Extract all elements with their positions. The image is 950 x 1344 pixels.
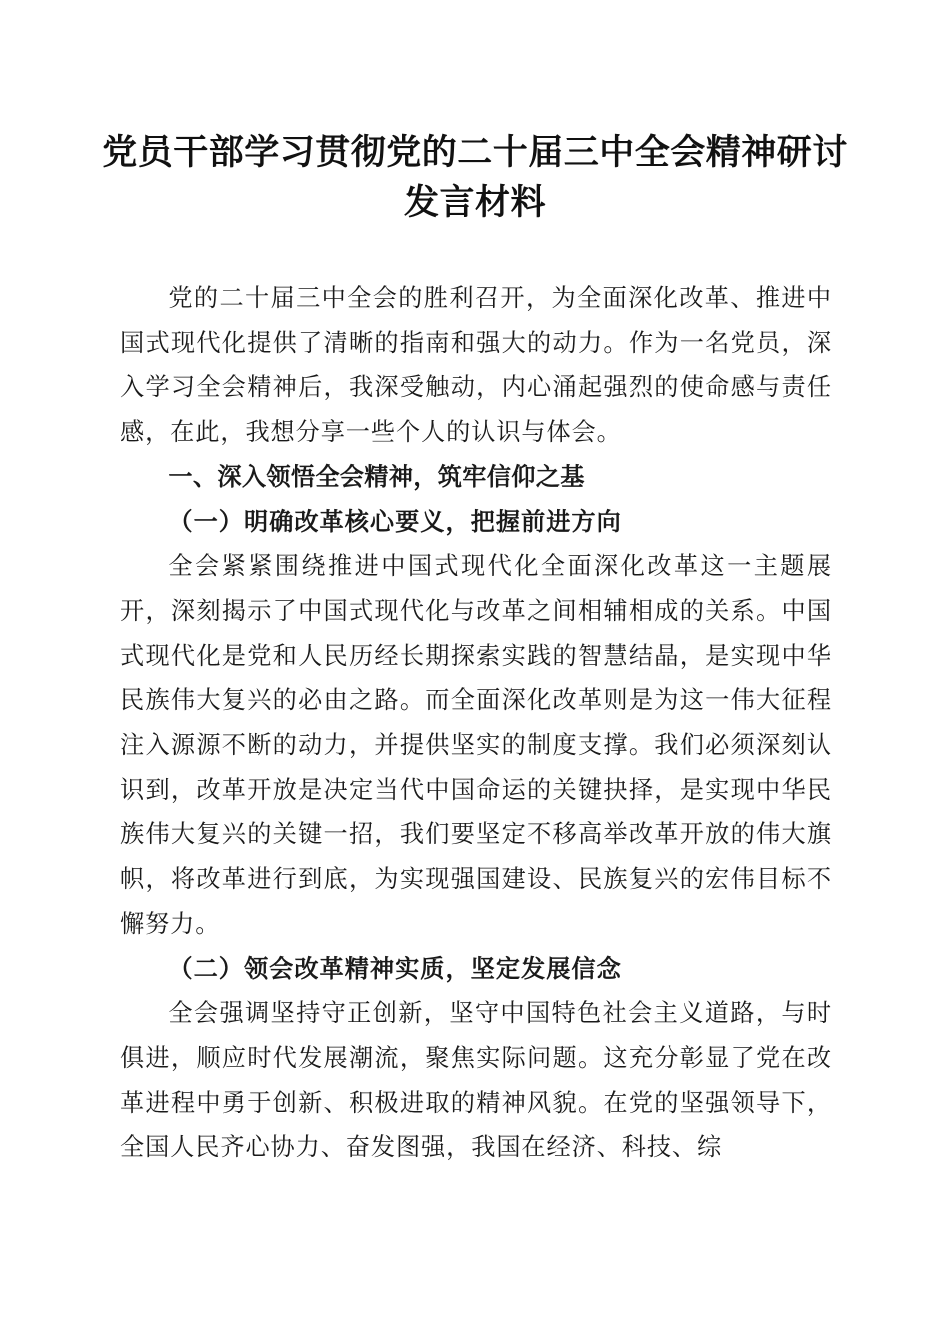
document-title: 党员干部学习贯彻党的二十届三中全会精神研讨发言材料 — [102, 132, 848, 223]
document-body — [120, 276, 832, 1170]
intro-paragraph: 党的二十届三中全会的胜利召开，为全面深化改革、推进中国式现代化提供了清晰的指南和强大的动力。作为一名党员，深入学习全会精神后，我深受触动，内心涌起强烈的使命感与责任感，在此，我想分享一些个人的认识与体会。 — [120, 284, 832, 447]
body-paragraph-2: 全会强调坚持守正创新，坚守中国特色社会主义道路，与时俱进，顺应时代发展潮流，聚焦实际问题。这充分彰显了党在改革进程中勇于创新、积极进取的精神风貌。在党的坚强领导下，全国人民齐心协力、奋发图强，我国在经济、科技、综 — [120, 999, 832, 1162]
section-heading-1: 一、深入领悟全会精神，筑牢信仰之基 — [168, 462, 585, 491]
subsection-heading-1: （一）明确改革核心要义，把握前进方向 — [168, 506, 622, 536]
body-paragraph-1: 全会紧紧围绕推进中国式现代化全面深化改革这一主题展开，深刻揭示了中国式现代化与改革之间相辅相成的关系。中国式现代化是党和人民历经长期探索实践的智慧结晶，是实现中华民族伟大复兴的必由之路。而全面深化改革则是为这一伟大征程注入源源不断的动力，并提供坚实的制度支撑。我们必须深刻认识到，改革开放是决定当代中国命运的关键抉择，是实现中华民族伟大复兴的关键一招，我们要坚定不移高举改革开放的伟大旗帜，将改革进行到底，为实现强国建设、民族复兴的宏伟目标不懈努力。 — [120, 552, 832, 938]
subsection-heading-2: （二）领会改革精神实质，坚定发展信念 — [168, 953, 622, 983]
